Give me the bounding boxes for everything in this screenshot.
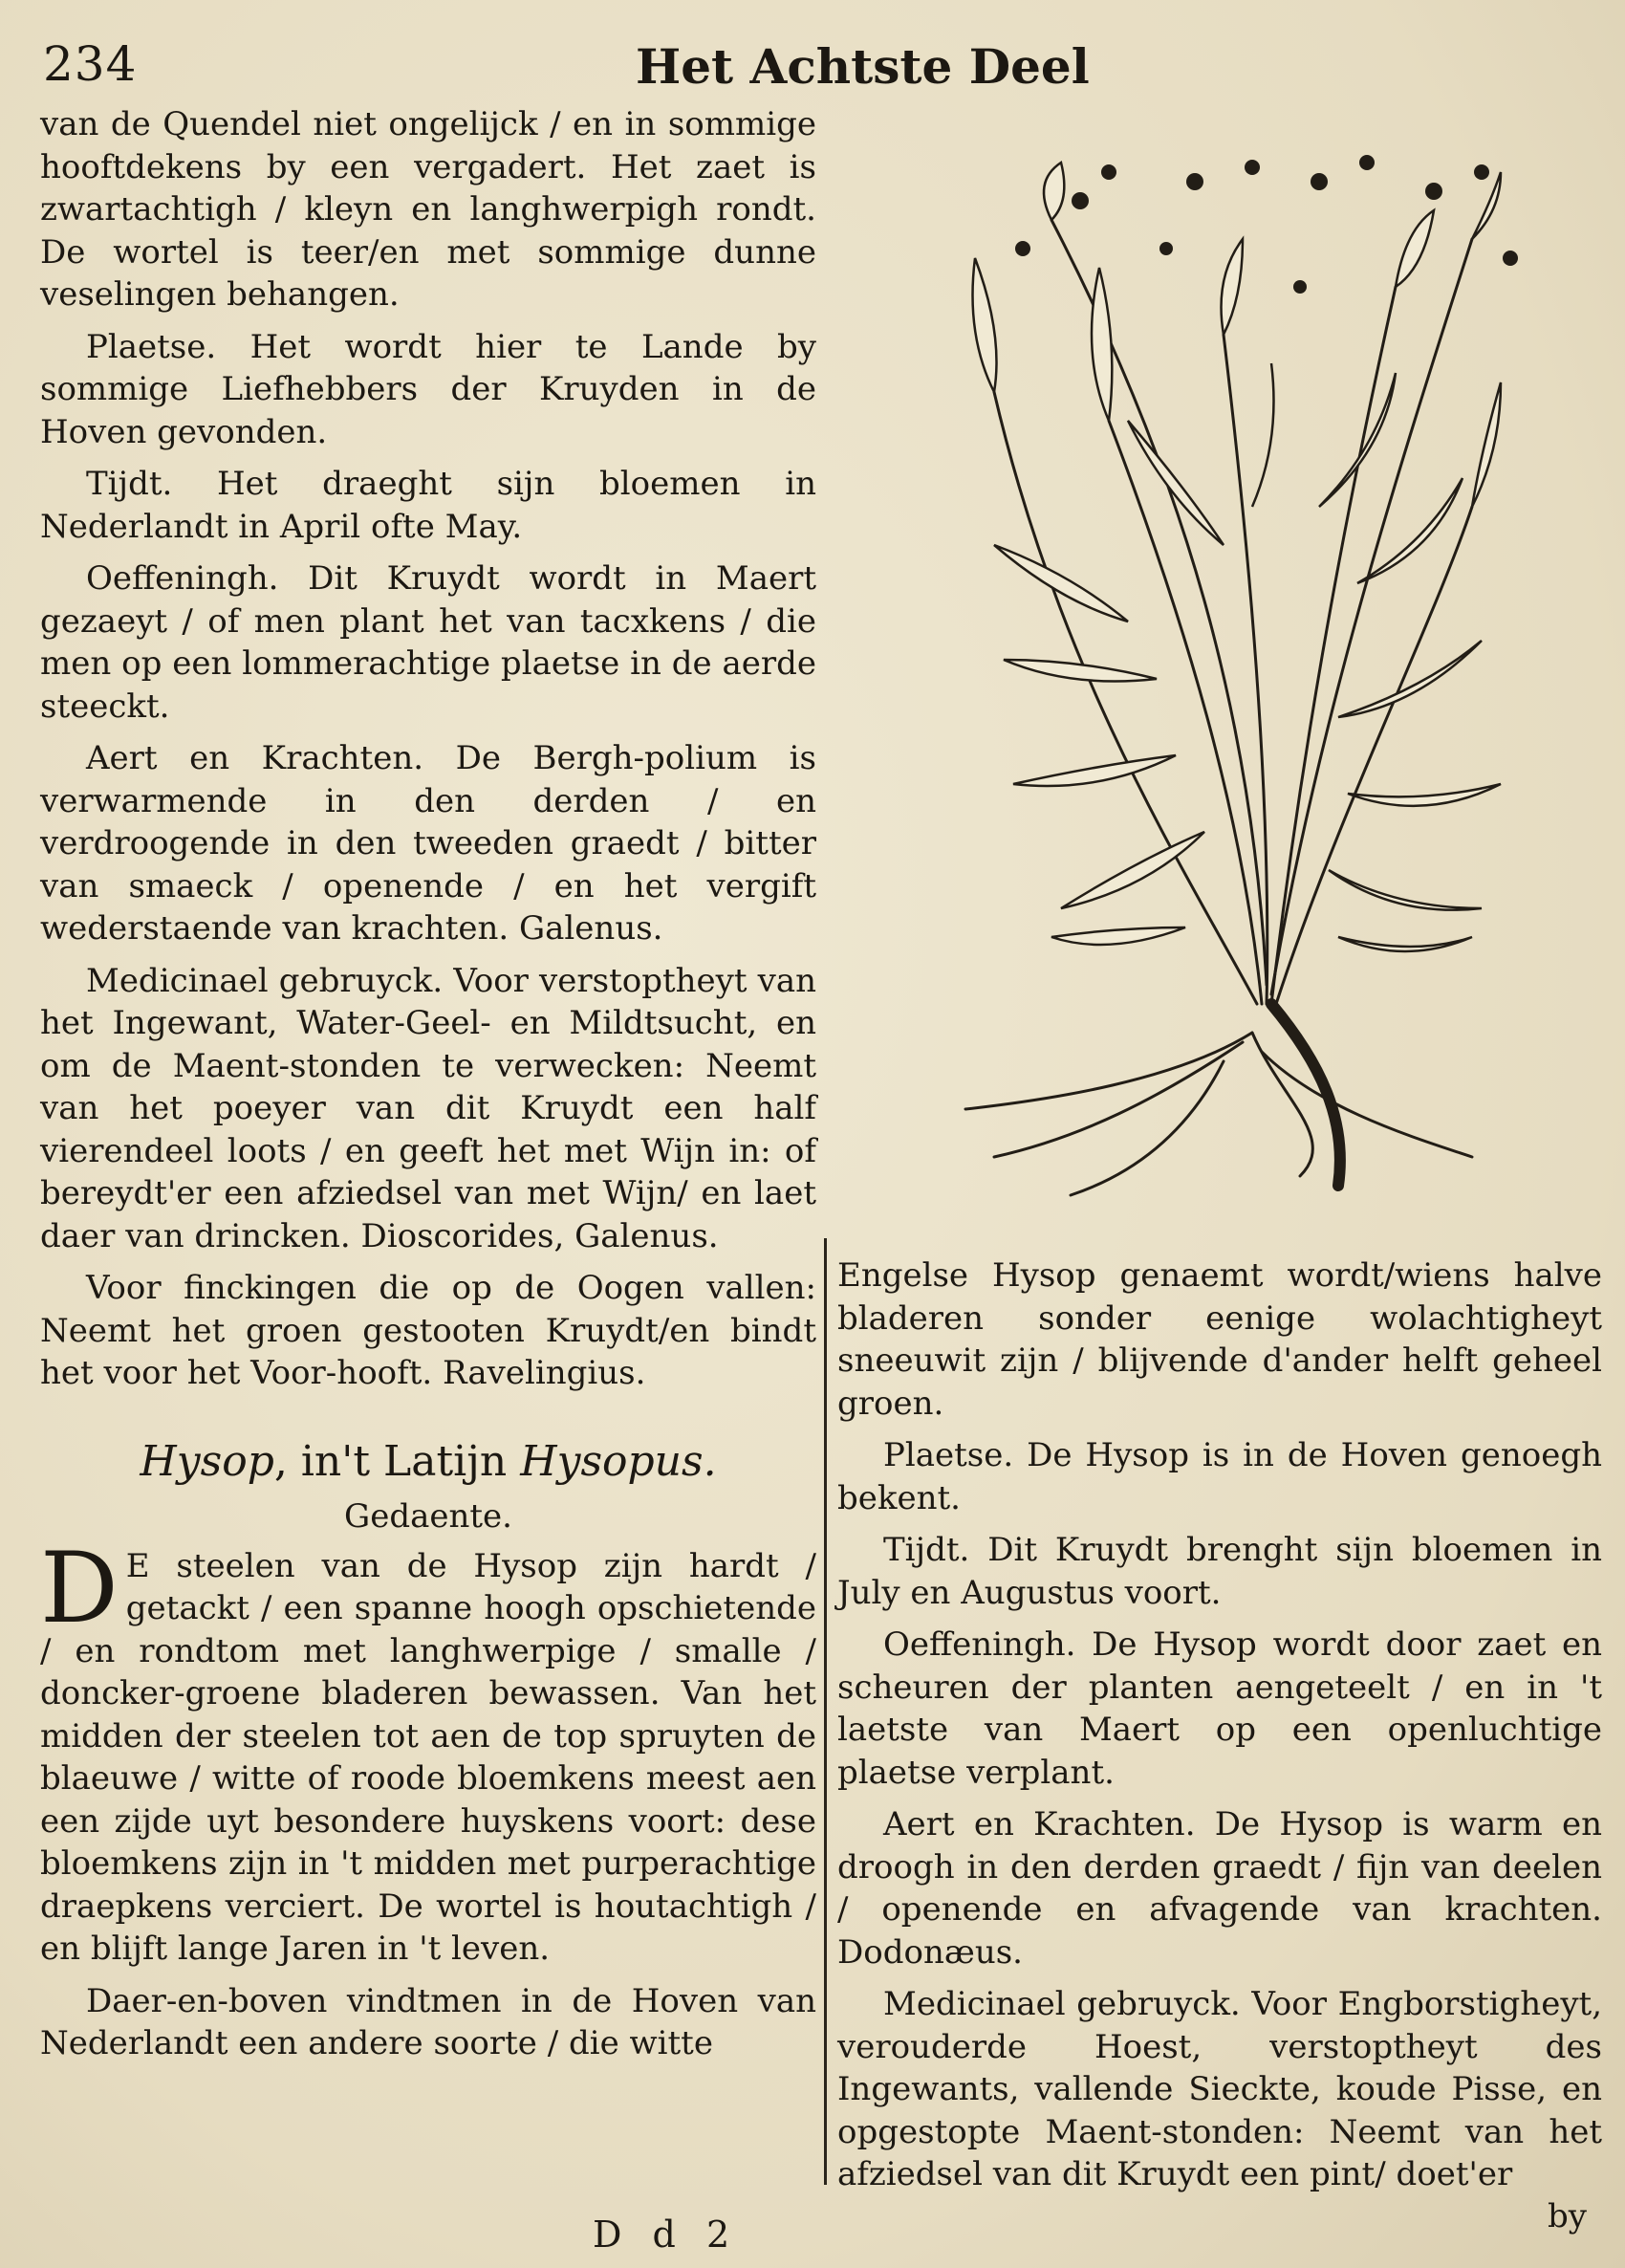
plant-drawing	[937, 143, 1529, 1214]
column-divider	[824, 1238, 827, 2185]
right-column	[837, 1254, 1602, 2206]
running-head: Het Achtste Deel	[636, 38, 1090, 95]
paragraph-tijdt-hysop: Tijdt. Dit Kruydt brenght sijn bloemen in July en Augustus voort.	[837, 1531, 1602, 1612]
section-heading	[40, 1437, 816, 1486]
paragraph-oogen: Voor finckingen die op de Oogen vallen: Neemt het groen gestooten Kruydt/en bindt het voor het Voor-hooft. Ravelingius.	[40, 1269, 816, 1392]
paragraph-medicinael-gebruyck: Medicinael gebruyck. Voor verstoptheyt van het Ingewant, Water-Geel- en Mildtsucht, en om de Maent-stonden te verwecken: Neemt van het poeyer van dit Kruydt een half vierendeel loots / en geeft het met Wijn in: of bereydt'er een afziedsel van met Wijn/ en laet daer van drincken. Dioscorides, Galenus.	[40, 961, 816, 1255]
paragraph-plaetse: Plaetse. Het wordt hier te Lande by sommige Liefhebbers der Kruyden in de Hoven gevonden.	[40, 327, 816, 451]
paragraph-description	[40, 1531, 816, 1971]
page-number: 234	[43, 36, 138, 92]
heading-latin-label: , in't Latijn	[273, 1436, 508, 1486]
catchword: by	[1548, 2197, 1587, 2235]
paragraph-aert-en-krachten: Aert en Krachten. De Bergh-polium is verwarmende in den derden / en verdroogende in den tweeden graedt / bitter van smaeck / openende / en het vergift wederstaende van krachten. Galenus.	[40, 739, 816, 948]
paragraph-tijdt: Tijdt. Het draeght sijn bloemen in Nederlandt in April ofte May.	[40, 465, 816, 546]
paragraph-medicinael-hysop: Medicinael gebruyck. Voor Engborstigheyt, verouderde Hoest, verstoptheyt des Ingewants, vallende Sieckte, koude Pisse, en opgestopte Maent-stonden: Neemt van het afziedsel van dit Kruydt een pint/ doet'er	[837, 1985, 1602, 2193]
left-column	[40, 103, 816, 2075]
paragraph-oeffeningh: Oeffeningh. Dit Kruydt wordt in Maert gezaeyt / of men plant het van tacxkens / die men op een lommerachtige plaetse in de aerde steeckt.	[40, 559, 816, 726]
paragraph-aert-hysop: Aert en Krachten. De Hysop is warm en droogh in den derden graedt / fijn van deelen / openende en afvagende van krachten. Dodonæus.	[837, 1805, 1602, 1972]
paragraph-plaetse-hysop: Plaetse. De Hysop is in de Hoven genoegh bekent.	[837, 1436, 1602, 1517]
signature-mark: D d 2	[593, 2213, 740, 2256]
paragraph-other-kind: Daer-en-boven vindtmen in de Hoven van Nederlandt een andere soorte / die witte	[40, 1981, 816, 2062]
hyssop-woodcut-illustration	[937, 143, 1529, 1214]
heading-hysop: Hysop	[140, 1436, 274, 1486]
drop-cap: D	[40, 1531, 119, 1646]
paragraph-continued: van de Quendel niet ongelijck / en in sommige hooftdekens by een vergadert. Het zaet is zwartachtigh / kleyn en langhwerpigh rondt. De wortel is teer/en met sommige dunne veselingen behangen.	[40, 105, 816, 314]
heading-hysopus: Hysopus.	[520, 1436, 717, 1486]
page-header	[43, 29, 1587, 96]
paragraph-engelse-hysop: Engelse Hysop genaemt wordt/wiens halve bladeren sonder eenige wolachtigheyt sneeuwit zijn / blijvende d'ander helft geheel groen.	[837, 1256, 1602, 1423]
description-text: E steelen van de Hysop zijn hardt / getackt / een spanne hoogh opschietende / en rondtom met langhwerpige / smalle / doncker-groene bladeren bewassen. Van het midden der steelen tot aen de top spruyten de blaeuwe / witte of roode bloemkens meest aen een zijde uyt besondere huyskens voort: dese bloemkens zijn in 't midden met purperachtige draepkens verciert. De wortel is houtachtigh / en blijft lange Jaren in 't leven.	[40, 1546, 816, 1968]
paragraph-oeffeningh-hysop: Oeffeningh. De Hysop wordt door zaet en scheuren der planten aengeteelt / en in 't laetste van Maert op een openluchtige plaetse verplant.	[837, 1625, 1602, 1792]
subheading-gedaente: Gedaente.	[344, 1496, 512, 1536]
